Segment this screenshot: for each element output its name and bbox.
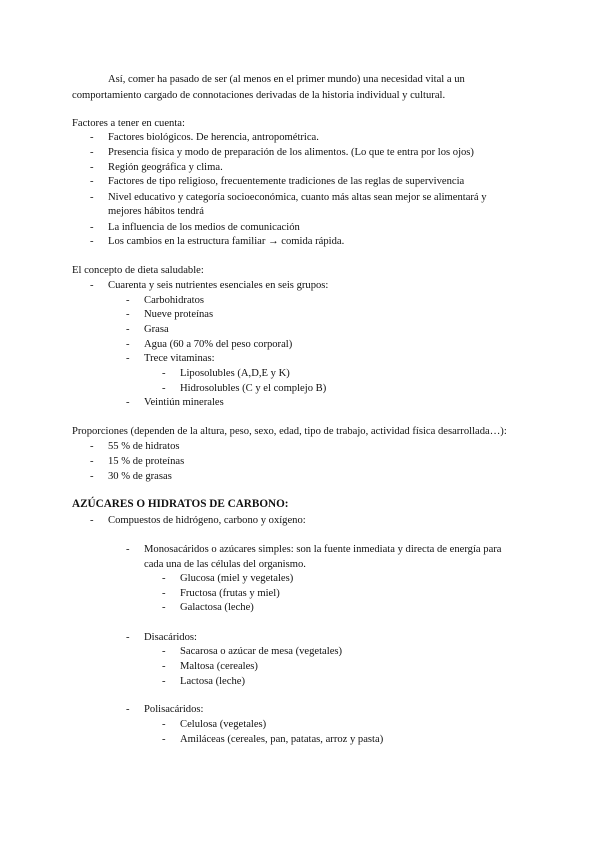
bullet-dash: - [126,295,130,306]
bullet-dash: - [162,661,166,672]
diet-group-item: Nueve proteínas [144,309,214,320]
bullet-dash: - [162,646,166,657]
bullet-dash: - [126,544,130,555]
diet-group-item: Grasa [144,324,169,335]
bullet-dash: - [162,602,166,613]
bullet-dash: - [90,192,94,203]
bullet-dash: - [162,719,166,730]
bullet-dash: - [90,515,94,526]
monosaccharides-line-1: Monosacáridos o azúcares simples: son la fuente inmediata y directa de energía para [144,544,502,555]
proportion-item: 15 % de proteínas [108,456,185,467]
factor-item: Factores biológicos. De herencia, antropométrica. [108,132,319,143]
bullet-dash: - [126,704,130,715]
monosaccharides-line-2: cada una de las células del organismo. [144,559,306,570]
factor-item: Presencia física y modo de preparación de los alimentos. (Lo que te entra por los ojos) [108,147,474,158]
factors-heading: Factores a tener en cuenta: [72,118,185,129]
bullet-dash: - [126,339,130,350]
bullet-dash: - [126,632,130,643]
bullet-dash: - [90,236,94,247]
factor-item: Nivel educativo y categoría socioeconómica, cuanto más altas sean mejor se alimentará y [108,192,487,203]
diet-group-item: Carbohidratos [144,295,205,306]
bullet-dash: - [162,573,166,584]
diet-group-item: Veintiún minerales [144,397,224,408]
polysaccharide-item: Celulosa (vegetales) [180,719,267,730]
bullet-dash: - [90,147,94,158]
bullet-dash: - [90,441,94,452]
monosaccharide-item: Galactosa (leche) [180,602,254,613]
bullet-dash: - [90,176,94,187]
intro-line-1: Así, comer ha pasado de ser (al menos en el primer mundo) una necesidad vital a un [108,74,465,85]
bullet-dash: - [162,676,166,687]
bullet-dash: - [162,383,166,394]
bullet-dash: - [90,162,94,173]
factor-item: Factores de tipo religioso, frecuentemente tradiciones de las reglas de supervivencia [108,176,465,187]
vitamin-item: Liposolubles (A,D,E y K) [180,368,290,379]
carbs-composed-item: Compuestos de hidrógeno, carbono y oxígeno: [108,515,306,526]
diet-group-item: Agua (60 a 70% del peso corporal) [144,339,293,350]
bullet-dash: - [162,588,166,599]
bullet-dash: - [90,456,94,467]
bullet-dash: - [90,280,94,291]
bullet-dash: - [162,734,166,745]
disaccharide-item: Sacarosa o azúcar de mesa (vegetales) [180,646,343,657]
disaccharides-heading: Disacáridos: [144,632,197,643]
polysaccharides-heading: Polisacáridos: [144,704,204,715]
bullet-dash: - [126,397,130,408]
bullet-dash: - [126,324,130,335]
carbs-heading: AZÚCARES O HIDRATOS DE CARBONO: [72,498,289,510]
bullet-dash: - [162,368,166,379]
diet-group-item: Trece vitaminas: [144,353,215,364]
vitamin-item: Hidrosolubles (C y el complejo B) [180,383,327,394]
intro-line-2: comportamiento cargado de connotaciones derivadas de la historia individual y cultural. [72,90,446,101]
factor-item-continuation: mejores hábitos tendrá [108,206,204,217]
polysaccharide-item: Amiláceas (cereales, pan, patatas, arroz y pasta) [180,734,384,745]
diet-heading: El concepto de dieta saludable: [72,265,204,276]
bullet-dash: - [126,309,130,320]
bullet-dash: - [90,132,94,143]
diet-main-item: Cuarenta y seis nutrientes esenciales en seis grupos: [108,280,329,291]
disaccharide-item: Lactosa (leche) [180,676,245,687]
proportions-heading: Proporciones (dependen de la altura, peso, sexo, edad, tipo de trabajo, actividad física desarrollada…): [72,426,507,437]
bullet-dash: - [90,471,94,482]
bullet-dash: - [90,222,94,233]
factor-item: Los cambios en la estructura familiar → comida rápida. [108,236,345,247]
proportion-item: 55 % de hidratos [108,441,180,452]
factor-item: Región geográfica y clima. [108,162,223,173]
monosaccharide-item: Fructosa (frutas y miel) [180,588,280,599]
proportion-item: 30 % de grasas [108,471,172,482]
bullet-dash: - [126,353,130,364]
disaccharide-item: Maltosa (cereales) [180,661,258,672]
monosaccharide-item: Glucosa (miel y vegetales) [180,573,294,584]
factor-item: La influencia de los medios de comunicación [108,222,300,233]
